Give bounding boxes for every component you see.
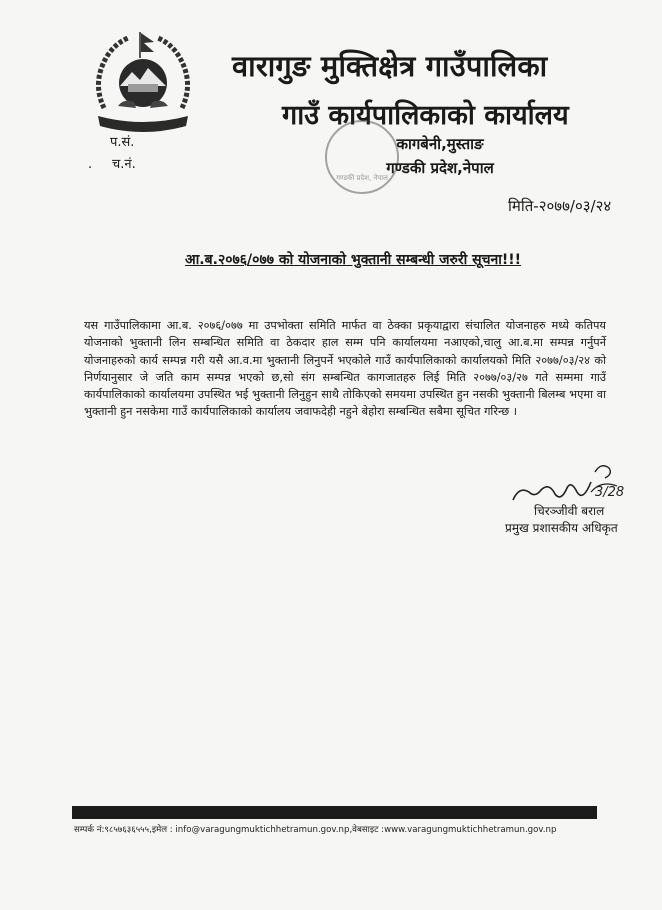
notice-title: आ.ब.२०७६/०७७ को योजनाको भुक्तानी सम्बन्धी जरुरी सूचना!!! <box>185 252 522 268</box>
notice-date: मिति-२०७७/०३/२४ <box>508 197 612 215</box>
municipality-name: वारागुङ मुक्तिक्षेत्र गाउँपालिका <box>232 49 548 83</box>
signer-designation: प्रमुख प्रशासकीय अधिकृत <box>505 521 618 535</box>
signer-name: चिरञ्जीवी बराल <box>534 504 605 518</box>
reference-chn-label: च.नं. <box>112 157 136 172</box>
office-address <box>340 132 540 180</box>
signature-handwritten-note: 3/28 <box>595 485 625 500</box>
footer-contact: सम्पर्क नं:९८५७६३६५५५,इमेल : info@varagungmuktichhetramun.gov.np,वेबसाइट :www.varagungmuktichhetramun.gov.np <box>74 825 557 835</box>
office-name: गाउँ कार्यपालिकाको कार्यालय <box>282 100 569 131</box>
stamp-text: गण्डकी प्रदेश, नेपाल <box>336 174 388 182</box>
notice-body: यस गाउँपालिकामा आ.ब. २०७६/०७७ मा उपभोक्ता समिति मार्फत वा ठेक्का प्रकृयाद्वारा संचालित योजनाहरु मध्ये कतिपय योजनाको भुक्तानी लिन सम्बन्धित समिति वा ठेकदार हाल सम्म पनि कार्यालयमा नआएको,चालु आ.ब.मा सम्पन्न गर्नुपर्ने योजनाहरुको कार्य सम्पन्न गरी यसै आ.व.मा भुक्तानी लिनुपर्ने भएकोले गाउँ कार्यपालिकाको कार्यालयको मिति २०७७/०३/२४ को निर्णयानुसार जे जति काम सम्पन्न भएको छ,सो संग सम्बन्धित कागजातहरु लिई मिति २०७७/०३/२७ गते सम्ममा गाउँ कार्यपालिकाको कार्यालयमा उपस्थित भई भुक्तानी लिनुहुन साथै तोकिएको समयमा उपस्थित हुन नसकी भुक्तानी बिलम्ब भएमा वा भुक्तानी हुन नसकेमा गाउँ कार्यपालिकाको कार्यालय जवाफदेही नहुने बेहोरा सम्बन्धित सबैमा सूचित गरिन्छ । <box>84 319 606 419</box>
nepal-emblem-icon <box>84 28 202 140</box>
address-line-1: कागबेनी,मुस्ताङ <box>396 135 484 153</box>
reference-chn: . च.नं. <box>88 157 136 172</box>
footer-divider <box>72 806 597 819</box>
address-line-2: गण्डकी प्रदेश,नेपाल <box>386 159 494 177</box>
reference-ps-label: प.सं. <box>110 135 135 150</box>
